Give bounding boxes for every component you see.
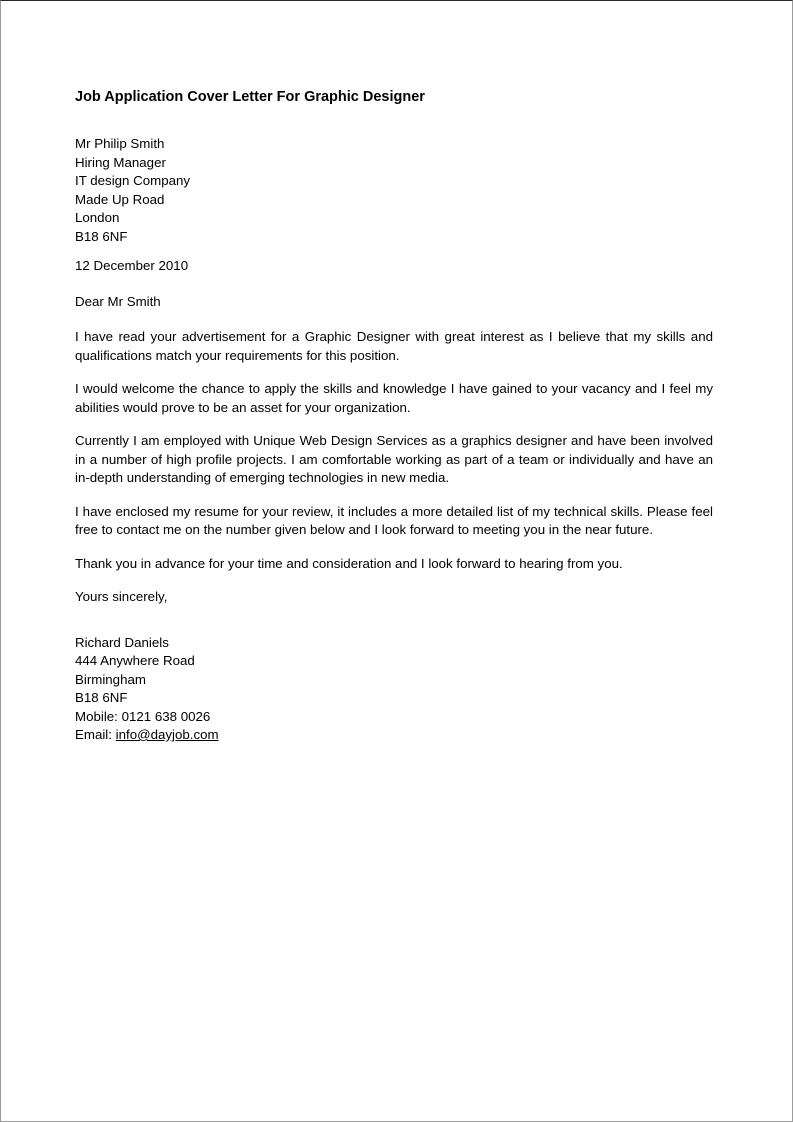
cover-letter <box>1 1 792 745</box>
sender-email-row <box>75 726 713 745</box>
sender-street: 444 Anywhere Road <box>75 653 195 668</box>
sender-city: Birmingham <box>75 671 146 687</box>
email-label: Email: <box>75 727 112 742</box>
letter-date: 12 December 2010 <box>75 258 189 273</box>
mobile-label: Mobile: <box>75 708 118 724</box>
recipient-company: IT design Company <box>75 173 191 188</box>
body-paragraph-5: Thank you in advance for your time and consideration and I look forward to hearing from you. <box>75 555 623 571</box>
recipient-job-title: Hiring Manager <box>75 154 166 170</box>
sender-block <box>75 634 713 745</box>
salutation: Dear Mr Smith <box>75 293 161 309</box>
closing-line: Yours sincerely, <box>75 589 168 604</box>
letter-title: Job Application Cover Letter For Graphic Designer <box>75 89 425 105</box>
body-paragraph-1: I have read your advertisement for a Graphic Designer with great interest as I believe that my skills and qualifications match your requirements for this position. <box>75 329 713 363</box>
sender-postcode: B18 6NF <box>75 690 128 705</box>
recipient-street: Made Up Road <box>75 191 165 207</box>
recipient-name: Mr Philip Smith <box>75 136 165 151</box>
email-link[interactable]: info@dayjob.com <box>115 727 219 742</box>
sender-name: Richard Daniels <box>75 634 169 650</box>
mobile-number: 0121 638 0026 <box>121 708 211 724</box>
recipient-address-block <box>75 135 713 246</box>
body-paragraph-2: I would welcome the chance to apply the skills and knowledge I have gained to your vacancy and I feel my abilities would prove to be an asset for your organization. <box>75 381 713 415</box>
recipient-postcode: B18 6NF <box>75 228 128 244</box>
body-paragraph-3: Currently I am employed with Unique Web Design Services as a graphics designer and have been involved in a number of high profile projects. I am comfortable working as part of a team or individually and have an in-depth understanding of emerging technologies in new media. <box>75 433 713 485</box>
recipient-city: London <box>75 210 120 225</box>
body-paragraph-4: I have enclosed my resume for your review, it includes a more detailed list of my technical skills. Please feel free to contact me on the number given below and I look forward to meeting you in the near future. <box>75 503 713 537</box>
sender-mobile-row <box>75 708 713 727</box>
